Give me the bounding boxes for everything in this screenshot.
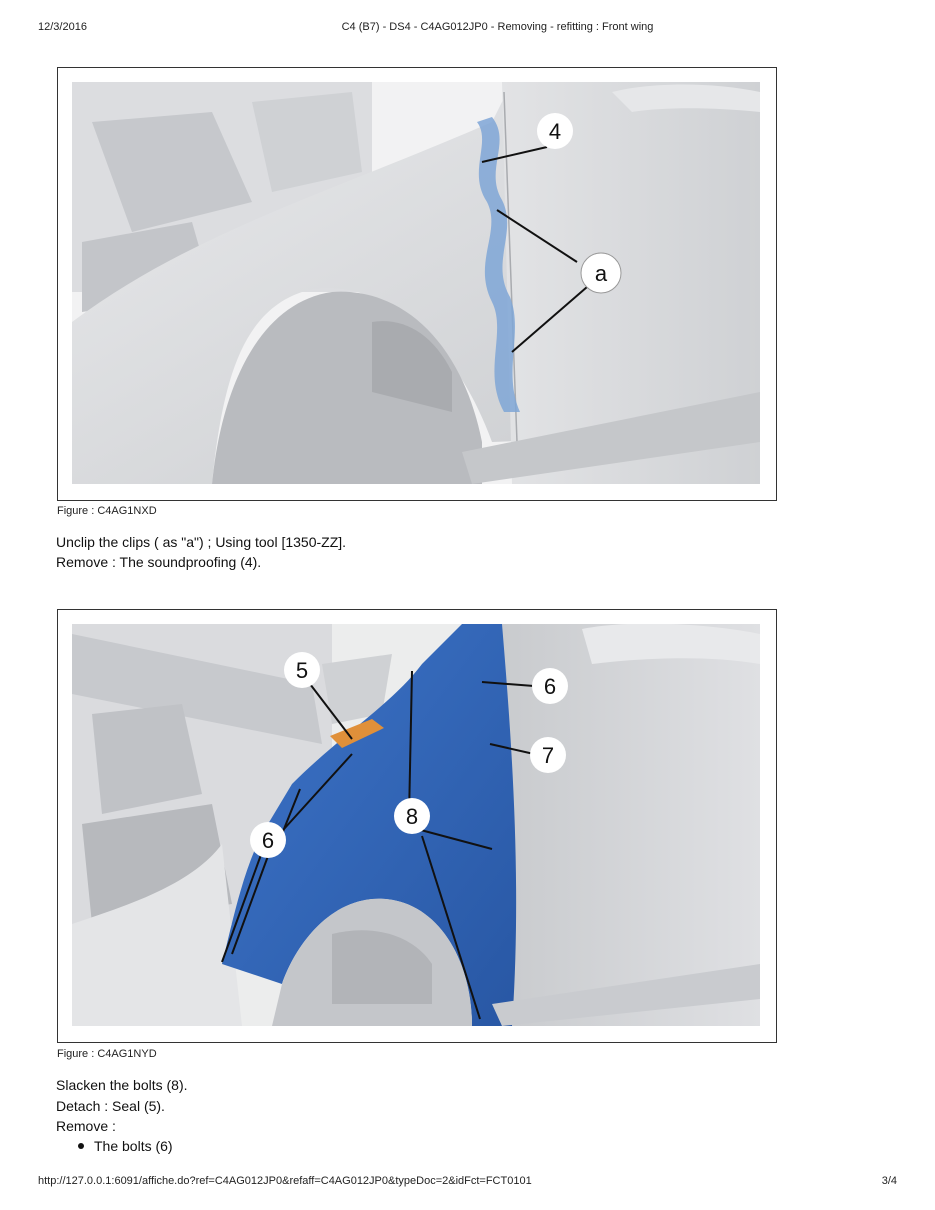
callout-5-label: 5 <box>295 658 309 683</box>
figure-1-caption: Figure : C4AG1NXD <box>57 505 157 517</box>
callout-7 <box>530 737 566 773</box>
figure-1 <box>57 67 777 501</box>
figure-2-illustration <box>72 624 760 1026</box>
bullet-item <box>78 1138 173 1154</box>
bullet-dot-icon <box>78 1143 84 1149</box>
instruction-line-2: Remove : The soundproofing (4). <box>56 554 262 570</box>
bullet-item-label: The bolts (6) <box>94 1138 173 1154</box>
figure-2 <box>57 609 777 1043</box>
callout-4-label: 4 <box>548 119 562 144</box>
header-title: C4 (B7) - DS4 - C4AG012JP0 - Removing - refitting : Front wing <box>341 21 654 33</box>
callout-8-label: 8 <box>405 804 419 829</box>
instruction-line-5: Remove : <box>56 1118 116 1134</box>
footer-page-number: 3/4 <box>881 1175 897 1187</box>
callout-6-left-label: 6 <box>261 828 275 853</box>
callout-a <box>581 253 621 293</box>
footer-url: http://127.0.0.1:6091/affiche.do?ref=C4AG012JP0&refaff=C4AG012JP0&typeDoc=2&idFct=FCT0101 <box>38 1175 532 1187</box>
callout-a-label: a <box>594 261 608 286</box>
instruction-line-3: Slacken the bolts (8). <box>56 1077 188 1093</box>
callout-6-top <box>532 668 568 704</box>
instruction-line-1: Unclip the clips ( as "a") ; Using tool [1350-ZZ]. <box>56 534 347 550</box>
instruction-line-4: Detach : Seal (5). <box>56 1098 165 1114</box>
callout-6-left <box>250 822 286 858</box>
figure-2-caption: Figure : C4AG1NYD <box>57 1048 157 1060</box>
callout-4 <box>537 113 573 149</box>
callout-6-top-label: 6 <box>543 674 557 699</box>
callout-7-label: 7 <box>541 743 555 768</box>
header-date: 12/3/2016 <box>38 21 87 33</box>
callout-5 <box>284 652 320 688</box>
callout-8 <box>394 798 430 834</box>
figure-1-illustration <box>72 82 760 484</box>
